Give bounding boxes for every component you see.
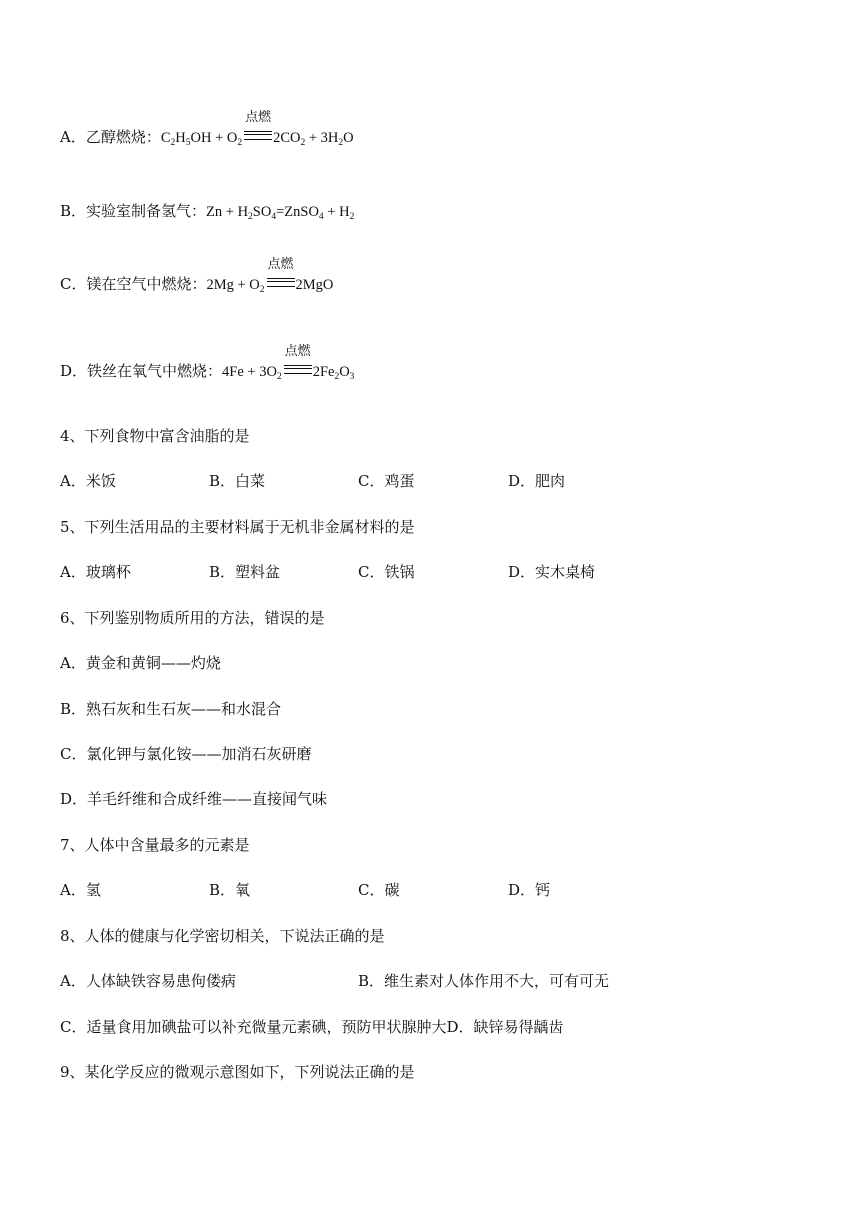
question-4-option-b: B．白菜 [209, 472, 266, 490]
chemical-equation: $C_2H_5OH + O_2$ 点燃 $2CO_2 + 3H_2O$ [160, 110, 354, 148]
question-5-stem: 5、下列生活用品的主要材料属于无机非金属材料的是 [60, 518, 415, 536]
question-4-stem: 4、下列食物中富含油脂的是 [60, 427, 250, 445]
chemical-equation: $Zn + H_2SO_4=ZnSO_4 + H_2$ [206, 204, 355, 222]
q3-option-b [60, 201, 354, 222]
option-label: B．实验室制备氢气： [60, 202, 207, 220]
question-6-option-a: A．黄金和黄铜——灼烧 [60, 654, 221, 672]
question-7-option-b: B．氧 [209, 881, 251, 899]
question-7-option-a: A．氢 [60, 881, 101, 899]
question-5-option-a: A．玻璃杯 [60, 563, 131, 581]
reaction-condition: 点燃 [266, 275, 296, 289]
q3-option-d [60, 344, 355, 382]
option-label: C．镁在空气中燃烧： [60, 275, 207, 293]
reaction-condition: 点燃 [243, 128, 273, 142]
question-8-stem: 8、人体的健康与化学密切相关，下说法正确的是 [60, 927, 385, 945]
question-5-option-b: B．塑料盆 [209, 563, 281, 581]
question-6-option-d: D．羊毛纤维和合成纤维——直接闻气味 [60, 790, 328, 808]
q3-option-a [60, 110, 354, 148]
question-8-option-d: D．缺锌易得龋齿 [446, 1018, 564, 1036]
question-5-option-d: D．实木桌椅 [508, 563, 596, 581]
question-6-option-b: B．熟石灰和生石灰——和水混合 [60, 700, 282, 718]
question-8-option-b: B．维生素对人体作用不大，可有可无 [358, 972, 610, 990]
question-5-option-c: C．铁锅 [358, 563, 415, 581]
question-4-option-c: C．鸡蛋 [358, 472, 415, 490]
question-6-stem: 6、下列鉴别物质所用的方法，错误的是 [60, 609, 325, 627]
q3-option-c [60, 257, 334, 295]
question-6-option-c: C．氯化钾与氯化铵——加消石灰研磨 [60, 745, 312, 763]
option-label: D．铁丝在氧气中燃烧： [60, 362, 223, 380]
chemical-equation: $2Mg + O_2$ 点燃 2MgO [206, 257, 334, 295]
question-4-option-d: D．肥肉 [508, 472, 566, 490]
question-7-option-c: C．碳 [358, 881, 400, 899]
chemical-equation: $4Fe + 3O_2$ 点燃 $2Fe_2O_3$ [222, 344, 355, 382]
question-8-option-a: A．人体缺铁容易患佝偻病 [60, 972, 236, 990]
option-label: A．乙醇燃烧： [60, 128, 161, 146]
question-7-stem: 7、人体中含量最多的元素是 [60, 836, 250, 854]
reaction-condition: 点燃 [283, 362, 313, 376]
question-7-option-d: D．钙 [508, 881, 551, 899]
question-8-option-c: C．适量食用加碘盐可以补充微量元素碘，预防甲状腺肿大D．缺锌易得龋齿 [60, 1018, 564, 1036]
question-4-option-a: A．米饭 [60, 472, 116, 490]
question-9-stem: 9、某化学反应的微观示意图如下，下列说法正确的是 [60, 1063, 415, 1081]
